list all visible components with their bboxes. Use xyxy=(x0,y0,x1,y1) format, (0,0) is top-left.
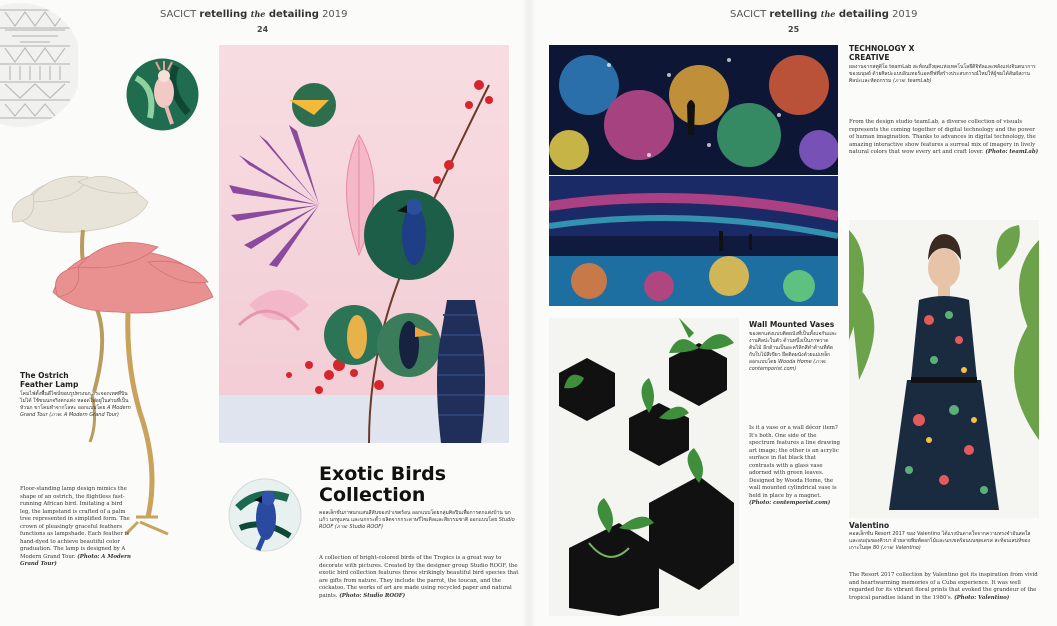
parrot-circle-image xyxy=(126,58,199,131)
tech-title: TECHNOLOGY X CREATIVE xyxy=(849,44,915,62)
exotic-birds-main-photo xyxy=(219,45,509,443)
ostrich-english-text: Floor-standing lamp design mimics the shape of an ostrich, the flightless fast-running African bird. Imitating a bird leg, the lampstand is crafted of a palm tree represented in simplified form. The crown of pleasingly graceful feathers functions as lampshade. Each feather is hand-dyed to achieve beautiful color graduation. The lamp is designed by A Modern Grand Tour. (Photo: A Modern Grand Tour) xyxy=(20,486,131,567)
wall-vases-photo xyxy=(549,318,739,616)
wall-vases-title: Wall Mounted Vases xyxy=(749,320,835,329)
exotic-birds-title: Exotic Birds Collection xyxy=(319,463,447,506)
ostrich-title: The Ostrich Feather Lamp xyxy=(20,371,79,389)
ostrich-thai-text: โคมไฟตั้งพื้นดีไซน์ขอบรูปทรงนก กระจอกเทศที่บินไม่ได้ ใช้ขนนกจริงตกแต่ง หลอดไฟอยู่ในส่วนที่เป็นหัวนก ขาโคมทำจากโลหะ ออกแบบโดย A Modern Grand Tour (ภาพ: A Modern Grand Tour) xyxy=(20,391,131,418)
page-header-right: SACICT retelling the detailing 2019 xyxy=(730,9,918,20)
wall-vases-thai-text: ของตกแต่งแบบติดผนังที่เป็นทั้งแจกันและงานศิลปะในตัว ด้านหนึ่งเป็นภาพวาดต้นไม้ อีกด้านเป็นอะคริลิกสีดำด้านที่ตัดกับใบไม้สีเขียว ยึดติดผนังด้วยแม่เหล็ก ออกแบบโดย Wooda Home (ภาพ: contemporist.com) xyxy=(749,331,837,372)
page-number-left: 24 xyxy=(257,25,269,34)
valentino-thai-text: คอลเล็กชั่น Resort 2017 ของ Valentino ได้แรงบันดาลใจจากความทรงจำอันสดใสและอบอุ่นของคิวบา ด้วยลายพิมพ์ดอกไม้และนกเขตร้อนบนชุดเดรส สะท้อนเสน่ห์ของเกาะในยุค 80 (ภาพ: Valentino) xyxy=(849,531,1031,551)
decorative-pattern xyxy=(0,0,78,130)
exotic-birds-english-text: A collection of bright-colored birds of the Tropics is a great way to decorate with pictures. Created by the designer group Studio ROOF, the exotic bird collection features three strikingly beautiful bird species that are gifts from nature. They include the parrot, the toucan, and the cockatoo. The works of art are made using recycled paper and natural paints. (Photo: Studio ROOF) xyxy=(319,555,519,599)
exotic-birds-thai-text: คอลเล็กชั่นภาพนกแสนสีสันของป่าเขตร้อน ออกแบบโดยกลุ่มศิลปินเพื่อการตกแต่งบ้าน นกแก้ว นกทูแคน และนกกระตั้ว ผลิตจากกระดาษรีไซเคิลและสีธรรมชาติ ออกแบบโดย Studio ROOF (ภาพ: Studio ROOF) xyxy=(319,510,515,530)
teamlab-photo-top xyxy=(549,45,838,175)
teamlab-photo-bottom xyxy=(549,176,838,306)
valentino-title: Valentino xyxy=(849,521,890,530)
wall-vases-english-text: Is it a vase or a wall décor item? It's both. One side of the spectrum features a line drawing art image; the other is an acrylic surface in flat black that contrasts with a glass vase adorned with green leaves. Designed by Wooda Home, the wall mounted cylindrical vase is held in place by a magnet. (Photo: contemporist.com) xyxy=(749,425,841,506)
page-number-right: 25 xyxy=(788,25,800,34)
page-gutter xyxy=(522,0,536,626)
parrot-circle-small-image xyxy=(228,478,302,552)
valentino-english-text: The Resort 2017 collection by Valentino got its inspiration from vivid and heartwarming memories of a Cuba experience. It was well regarded for its vibrant floral prints that evoked the grandeur of the tropical paradise island in the 1980's. (Photo: Valentino) xyxy=(849,572,1038,601)
valentino-photo xyxy=(849,220,1039,518)
page-header-left: SACICT retelling the detailing 2019 xyxy=(160,9,348,20)
tech-english-text: From the design studio teamLab, a diverse collection of visuals represents the coming together of digital technology and the power of human imagination. Thanks to advances in digital technology, the amazing interactive show features a surreal mix of imagery in lively natural colors that wow every art and craft lover. (Photo: teamLab) xyxy=(849,119,1039,155)
tech-thai-text: ผลงานจากสตูดิโอ teamLab สะท้อนถึงยุคแห่งเทคโนโลยีดิจิทัลและพลังแห่งจินตนาการของมนุษย์ ด้วยศิลปะแบบอินเทอร์แอคทีฟที่สร้างประสบการณ์ใหม่ให้ผู้ชมได้สัมผัสงานศิลปะและหัตถกรรม (ภาพ: teamLab) xyxy=(849,64,1036,84)
